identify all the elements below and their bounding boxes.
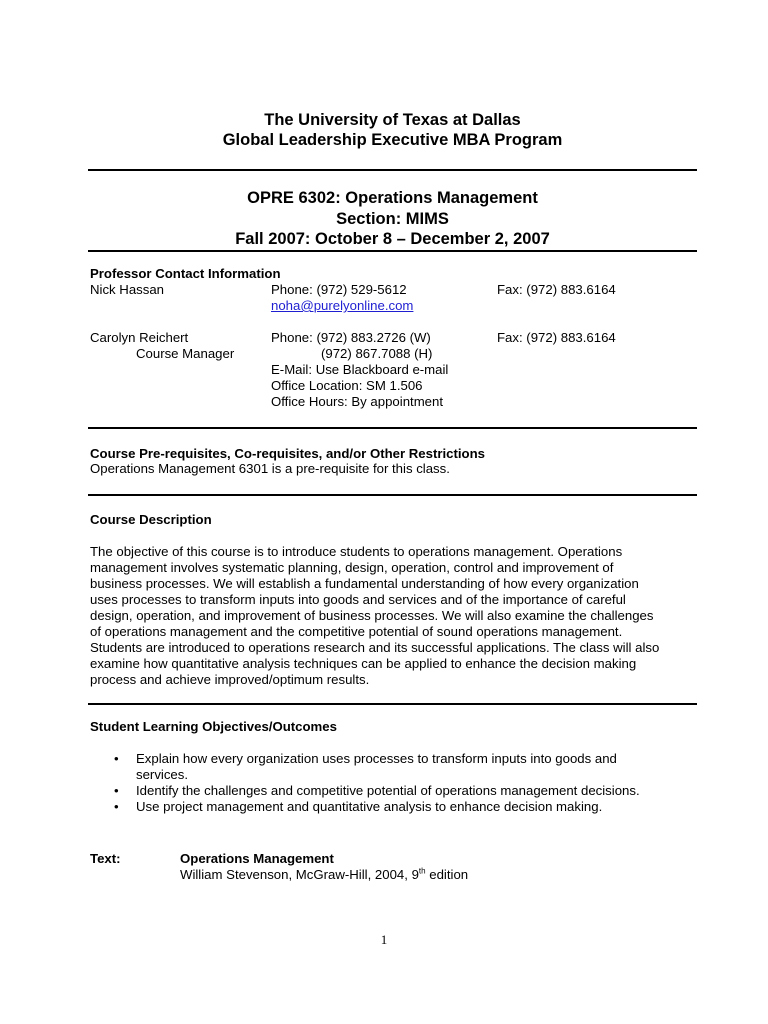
book-title: Operations Management bbox=[180, 851, 334, 866]
objectives-heading: Student Learning Objectives/Outcomes bbox=[90, 719, 337, 734]
divider-2 bbox=[88, 250, 697, 252]
description-line: examine how quantitative analysis techniques can be applied to enhance the decision making bbox=[90, 656, 637, 671]
list-item bbox=[90, 783, 690, 799]
list-item-text: services. bbox=[136, 767, 189, 782]
divider-1 bbox=[88, 169, 697, 171]
manager-email: E-Mail: Use Blackboard e-mail bbox=[271, 362, 449, 377]
description-line: management involves systematic planning, design, operation, control and improvement of bbox=[90, 560, 614, 575]
description-line: uses processes to transform inputs into goods and services and of the importance of careful bbox=[90, 592, 626, 607]
description-line: The objective of this course is to introduce students to operations management. Operations bbox=[90, 544, 623, 559]
description-line: design, operation, and improvement of business processes. We will also examine the challenges bbox=[90, 608, 654, 623]
page-number: 1 bbox=[380, 932, 388, 947]
manager-phone-work: Phone: (972) 883.2726 (W) bbox=[271, 330, 431, 345]
manager-office-hours: Office Hours: By appointment bbox=[271, 394, 444, 409]
edition-suffix: edition bbox=[425, 867, 469, 882]
description-line: business processes. We will establish a fundamental understanding of how every organization bbox=[90, 576, 639, 591]
divider-3 bbox=[88, 427, 697, 429]
professor-name: Nick Hassan bbox=[90, 282, 165, 297]
manager-phone-home: (972) 867.7088 (H) bbox=[321, 346, 433, 361]
description-heading: Course Description bbox=[90, 512, 212, 527]
list-item bbox=[90, 799, 690, 815]
prereq-heading: Course Pre-requisites, Co-requisites, and/or Other Restrictions bbox=[90, 446, 485, 461]
professor-email-link[interactable]: noha@purelyonline.com bbox=[271, 298, 414, 313]
list-item-text: Identify the challenges and competitive potential of operations management decisions. bbox=[136, 783, 640, 798]
manager-fax: Fax: (972) 883.6164 bbox=[497, 330, 616, 345]
description-line: process and achieve improved/optimum results. bbox=[90, 672, 370, 687]
university-name: The University of Texas at Dallas bbox=[264, 111, 521, 129]
divider-4 bbox=[88, 494, 697, 496]
description-line: Students are introduced to operations research and its successful applications. The class will also bbox=[90, 640, 660, 655]
professor-fax: Fax: (972) 883.6164 bbox=[497, 282, 616, 297]
description-body bbox=[90, 544, 700, 688]
bullet-icon: • bbox=[114, 751, 119, 766]
course-title: OPRE 6302: Operations Management bbox=[247, 189, 538, 207]
bullet-icon: • bbox=[114, 799, 119, 814]
contact-heading: Professor Contact Information bbox=[90, 266, 281, 281]
edition-superscript: th bbox=[418, 866, 426, 876]
list-item-text: Explain how every organization uses processes to transform inputs into goods and bbox=[136, 751, 617, 766]
course-term: Fall 2007: October 8 – December 2, 2007 bbox=[235, 230, 550, 248]
prereq-text: Operations Management 6301 is a pre-requisite for this class. bbox=[90, 461, 450, 476]
manager-office-location: Office Location: SM 1.506 bbox=[271, 378, 423, 393]
description-line: of operations management and the competitive potential of sound operations management. bbox=[90, 624, 623, 639]
manager-name: Carolyn Reichert bbox=[90, 330, 189, 345]
program-name: Global Leadership Executive MBA Program bbox=[222, 131, 563, 149]
list-item bbox=[90, 751, 690, 783]
book-info bbox=[180, 867, 468, 883]
text-label: Text: bbox=[90, 851, 121, 866]
manager-role: Course Manager bbox=[136, 346, 235, 361]
book-info-text: William Stevenson, McGraw-Hill, 2004, 9 bbox=[180, 867, 419, 882]
bullet-icon: • bbox=[114, 783, 119, 798]
divider-5 bbox=[88, 703, 697, 705]
professor-phone: Phone: (972) 529-5612 bbox=[271, 282, 407, 297]
objectives-list bbox=[90, 751, 690, 815]
course-section: Section: MIMS bbox=[336, 210, 449, 228]
list-item-text: Use project management and quantitative analysis to enhance decision making. bbox=[136, 799, 603, 814]
